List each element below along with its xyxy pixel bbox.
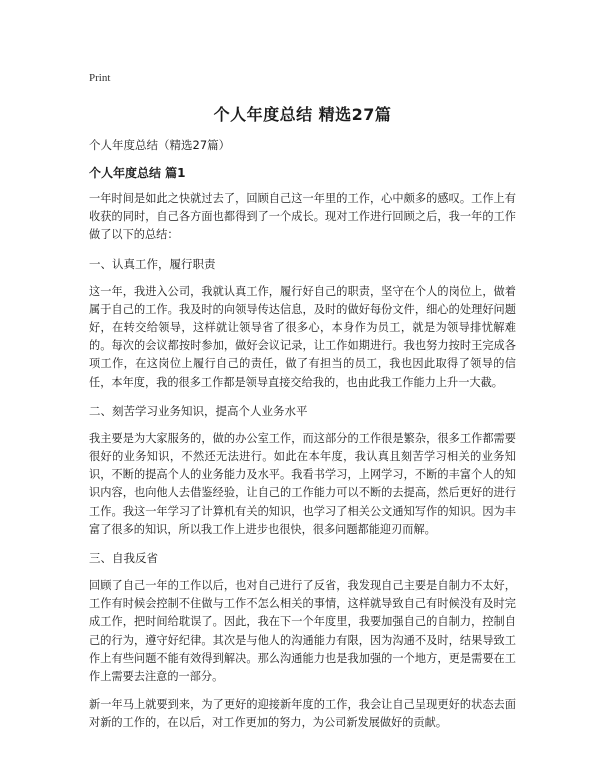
document-title: 个人年度总结 精选27篇 xyxy=(213,105,392,124)
section-title: 个人年度总结 篇1 xyxy=(89,166,186,180)
intro-paragraph: 一年时间是如此之快就过去了，回顾自己这一年里的工作，心中颇多的感叹。工作上有收获的同时，自己各方面也都得到了一个成长。现对工作进行回顾之后，我一年的工作做了以下的总结： xyxy=(89,192,516,242)
part-1-body: 这一年，我进入公司，我就认真工作，履行好自己的职责，坚守在个人的岗位上，做着属于自己的工作。我及时的向领导传达信息，及时的做好每份文件，细心的处理好问题好，在转交给领导，这样就让领导省了很多心，本身作为员工，就是为领导排忧解难的。每次的会议都按时参加，做好会议记录，让工作如期进行。我也努力按时王完成各项工作，在这岗位上履行自己的责任，做了有担当的员工，我也因此取得了领导的信任，本年度，我的很多工作都是领导直接交给我的，也由此我工作能力上升一大截。 xyxy=(89,284,516,389)
part-2-heading: 二、刻苦学习业务知识，提高个人业务水平 xyxy=(89,403,308,418)
print-link[interactable]: Print xyxy=(89,72,111,84)
document-subtitle: 个人年度总结（精选27篇） xyxy=(89,138,231,152)
part-3-body: 回顾了自己一年的工作以后，也对自己进行了反省，我发现自己主要是自制力不太好，工作有时候会控制不住做与工作不怎么相关的事情，这样就导致自己有时候没有及时完成工作，把时间给耽误了。因此，我在下一个年度里，我要加强自己的自制力，控制自己的行为，遵守好纪律。其次是与他人的沟通能力有限，因为沟通不及时，结果导致工作上有些问题不能有效得到解决。那么沟通能力也是我加强的一个地方，更是需要在工作上需要去注意的一部分。 xyxy=(89,579,516,684)
document-page xyxy=(89,70,516,733)
part-3-heading: 三、自我反省 xyxy=(89,551,158,566)
closing-paragraph: 新一年马上就要到来，为了更好的迎接新年度的工作，我会让自己呈现更好的状态去面对新的工作的，在以后，对工作更加的努力，为公司新发展做好的贡献。 xyxy=(89,698,516,730)
part-1-heading: 一、认真工作，履行职责 xyxy=(89,256,216,271)
part-2-body: 我主要是为大家服务的，做的办公室工作，而这部分的工作很是繁杂，很多工作都需要很好的业务知识，不然还无法进行。如此在本年度，我认真且刻苦学习相关的业务知识，不断的提高个人的业务能力及水平。我看书学习，上网学习，不断的丰富个人的知识内容，也向他人去借鉴经验，让自己的工作能力可以不断的去提高，然后更好的进行工作。我这一年学习了计算机有关的知识，也学习了相关公文通知写作的知识。因为丰富了很多的知识，所以我工作上进步也很快，很多问题都能迎刃而解。 xyxy=(89,431,516,536)
